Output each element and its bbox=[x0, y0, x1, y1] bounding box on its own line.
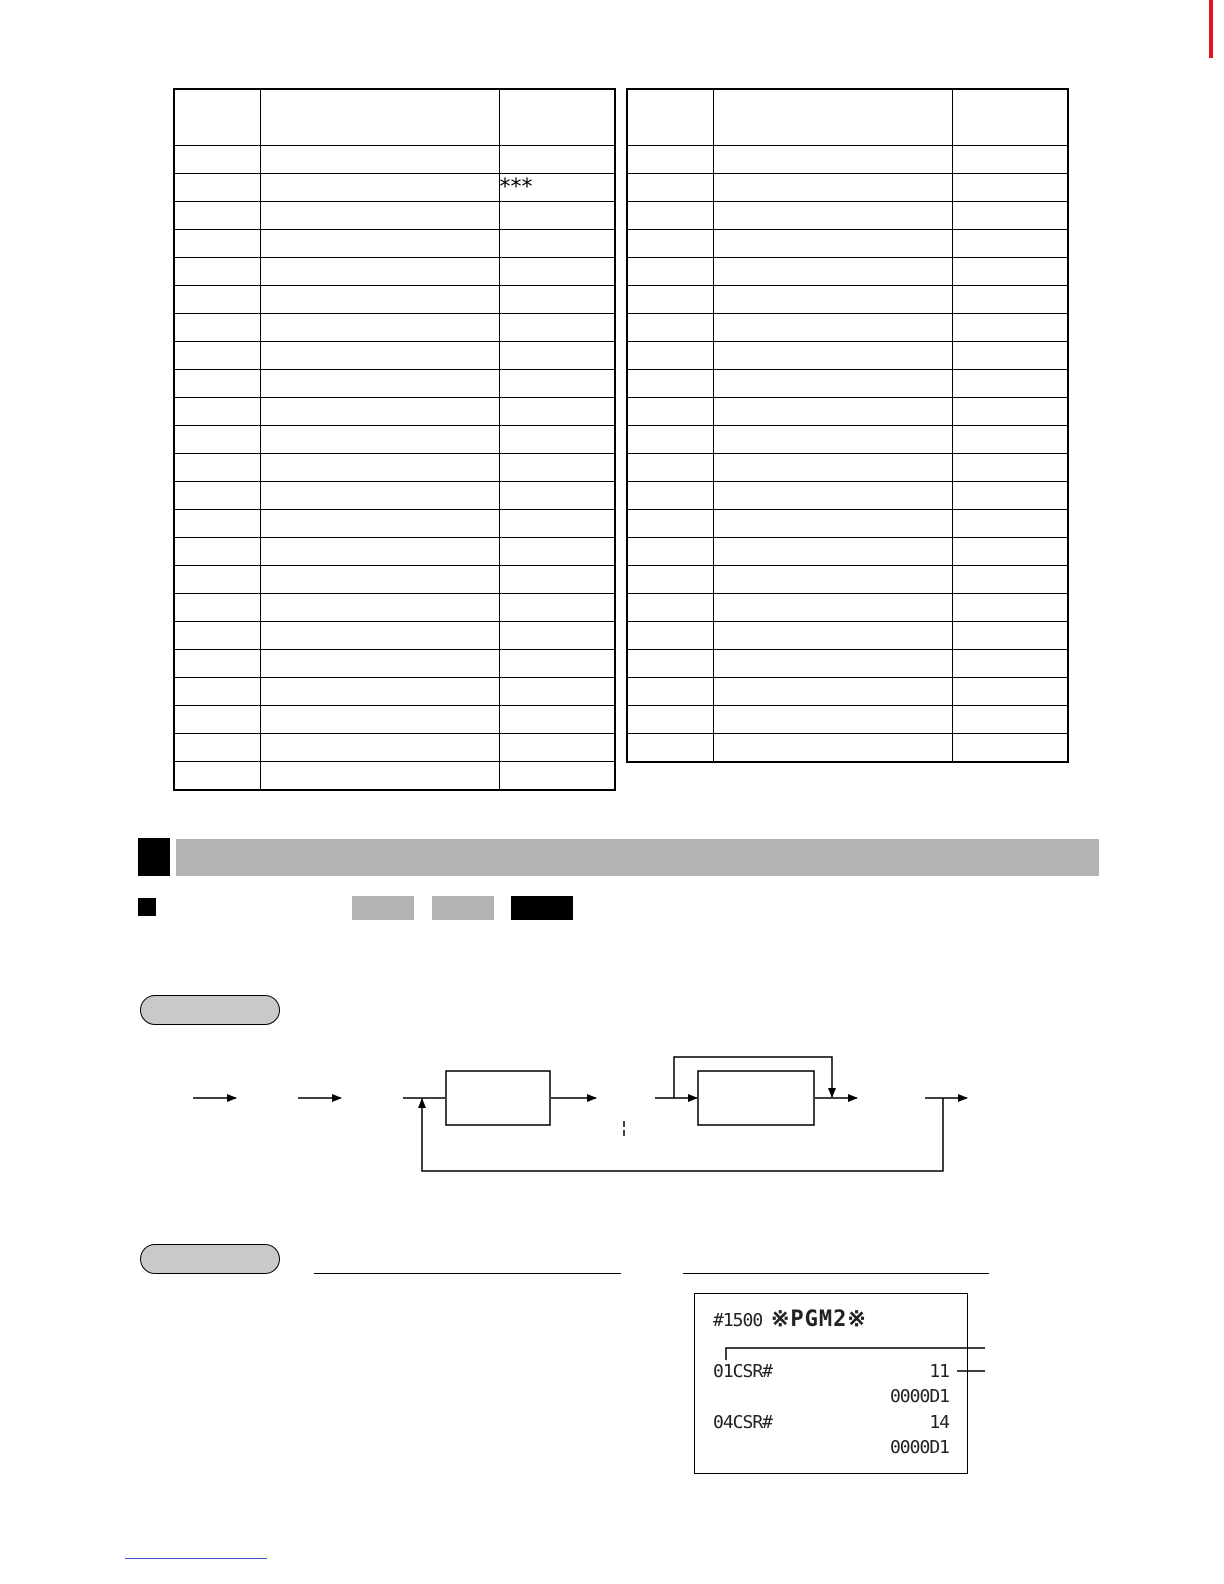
receipt-title: ※PGM2※ bbox=[771, 1307, 867, 1332]
receipt-line-value: 0000D1 bbox=[889, 1386, 949, 1407]
flow-box-1 bbox=[446, 1071, 550, 1125]
flow-repeat-loop bbox=[422, 1098, 943, 1171]
print-label-pill bbox=[140, 1244, 280, 1274]
key-operation-heading-rule bbox=[314, 1273, 621, 1274]
flow-box-2 bbox=[698, 1071, 814, 1125]
receipt-line-value: 14 bbox=[929, 1412, 949, 1433]
receipt-line-value: 0000D1 bbox=[889, 1437, 949, 1458]
print-heading-rule bbox=[683, 1273, 989, 1274]
receipt-line-label: 04CSR# bbox=[713, 1412, 773, 1433]
left-table-cell: *** bbox=[499, 174, 615, 202]
footer-link-underline bbox=[125, 1558, 267, 1559]
receipt-line-label: 01CSR# bbox=[713, 1361, 773, 1382]
receipt-code: #1500 bbox=[713, 1310, 763, 1331]
receipt-line-value: 11 bbox=[929, 1361, 949, 1382]
receipt-printout bbox=[694, 1293, 968, 1474]
